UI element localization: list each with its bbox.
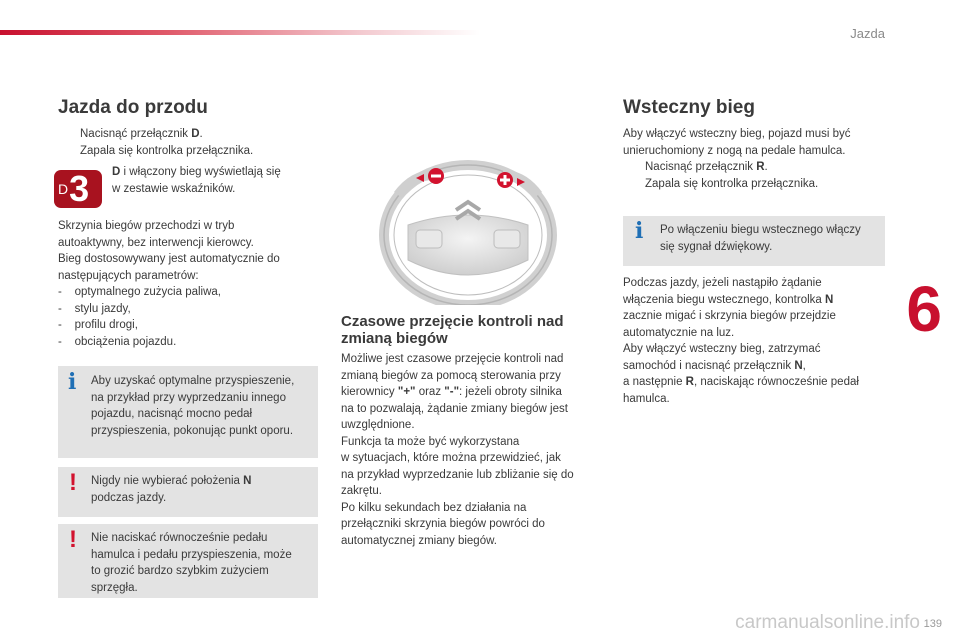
info-box-reverse-signal: i Po włączeniu biegu wstecznego włączy się sygnał dźwiękowy. [623,216,885,266]
warning-box-pedals: ! Nie naciskać równocześnie pedału hamulca i pedału przyspieszenia, może to grozić bardzo szybkim zużyciem sprzęgła. [58,524,318,598]
warning-icon: ! [69,526,77,553]
bullet-icon [623,159,635,192]
bullet-icon [58,126,70,159]
reverse-while-driving: Podczas jazdy, jeżeli nastąpiło żądanie włączenia biegu wstecznego, kontrolka N zacznie migać i skrzynia biegów przejdzie automatycznie na luz. Aby włączyć wsteczny bieg, zatrzymać samochód i nacisnąć przełącznik N, a następnie R, naciskając równocześnie pedał hamulca. [623,277,859,405]
section-title-reverse: Wsteczny bieg [623,97,755,118]
page-number: 139 [923,618,942,630]
warning-box-neutral: ! Nigdy nie wybierać położenia N podczas jazdy. [58,467,318,517]
section-title-forward: Jazda do przodu [58,97,208,118]
info-icon: i [68,369,77,395]
chapter-number: 6 [906,273,942,345]
steering-wheel-illustration [378,150,558,305]
gear-indicator-text: D i włączony bieg wyświetlają się w zestawie wskaźników. [112,166,281,195]
info-icon: i [635,218,644,244]
reverse-intro: Aby włączyć wsteczny bieg, pojazd musi być unieruchomiony z nogą na pedale hamulca. Nacisnąć przełącznik R. Zapala się kontrolka przełącznika. [623,126,888,192]
watermark: carmanualsonline.info [735,612,920,633]
forward-description: Skrzynia biegów przechodzi w tryb autoaktywny, bez interwencji kierowcy. Bieg dostosowywany jest automatycznie do następujących parametrów: - optymalnego zużycia paliwa, - stylu jazdy, - profilu drogi, - obciążenia pojazdu. [58,220,280,348]
header-accent-bar [0,30,480,35]
info-box-acceleration: i Aby uzyskać optymalne przyspieszenie, na przykład przy wyprzedzaniu innego pojazdu, nacisnąć mocno pedał przyspieszenia, pokonując punkt oporu. [58,366,318,458]
paddle-plus-icon [497,172,513,188]
warning-icon: ! [69,469,77,496]
gear-indicator-icon: D 3 [54,170,102,208]
section-title-manual-override: Czasowe przejęcie kontroli nad zmianą biegów [341,313,564,347]
chapter-header-title: Jazda [850,26,885,41]
manual-override-text: Możliwe jest czasowe przejęcie kontroli nad zmianą biegów za pomocą sterowania przy kierownicy "+" oraz "-": jeżeli obroty silnika na to pozwalają, żądanie zmiany biegów jest uwzględnione. Funkcja ta może być wykorzystana w sytuacjach, które można przewidzieć, jak na przykład wyprzedzanie lub zbliżanie się do zakrętu. Po kilku sekundach bez działania na przełączniki skrzynia biegów powróci do automatycznej zmiany biegów. [341,353,574,547]
paddle-minus-icon [428,168,444,184]
forward-step-1: Nacisnąć przełącznik D. Zapala się kontrolka przełącznika. [58,126,328,159]
